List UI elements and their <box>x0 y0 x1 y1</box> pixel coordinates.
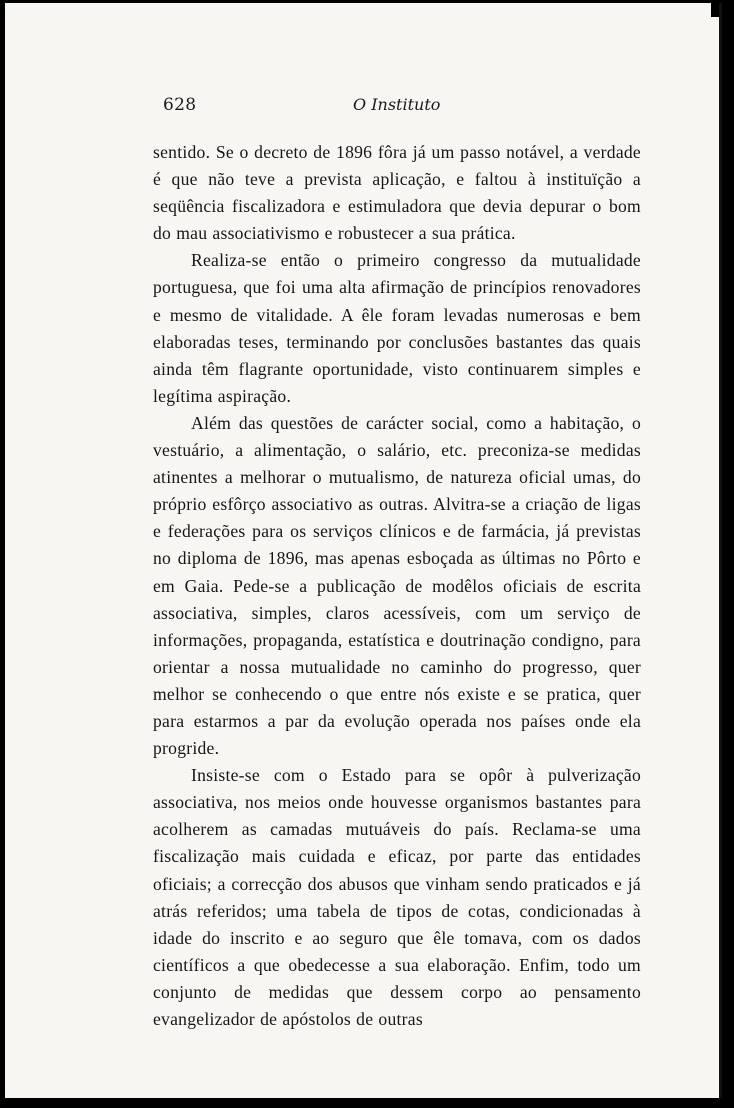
paragraph-1: sentido. Se o decreto de 1896 fôra já um passo notável, a verdade é que não teve a prevista aplicação, e faltou à instituïção a seqüência fiscalizadora e estimuladora que devia depurar o bom do mau associativismo e robustecer a sua prática. <box>153 142 641 244</box>
body-text <box>153 139 641 1033</box>
page-corner-mark <box>711 3 719 17</box>
paragraph-3: Além das questões de carácter social, como a habitação, o vestuário, a alimentação, o salário, etc. preconiza-se medidas atinentes a melhorar o mutualismo, de natureza oficial umas, do próprio esfôrço associativo as outras. Alvitra-se a criação de ligas e federações para os serviços clínicos e de farmácia, já previstas no diploma de 1896, mas apenas esboçada as últimas no Pôrto e em Gaia. Pede-se a publicação de modêlos oficiais de escrita associativa, simples, claros acessíveis, com um serviço de informações, propaganda, estatística e doutrinação condigno, para orientar a nossa mutualidade no caminho do progresso, quer melhor se conhecendo o que entre nós existe e se pratica, quer para estarmos a par da evolução operada nos países onde ela progride. <box>153 412 641 759</box>
book-page <box>5 3 722 1098</box>
paragraph-2: Realiza-se então o primeiro congresso da mutualidade portuguesa, que foi uma alta afirmação de princípios renovadores e mesmo de vitalidade. A êle foram levadas numerosas e bem elaboradas teses, terminando por conclusões bastantes das quais ainda têm flagrante oportunidade, visto continuarem simples e legítima aspiração. <box>153 250 641 406</box>
running-title: O Instituto <box>353 95 441 114</box>
page-header <box>163 95 633 121</box>
page-number: 628 <box>163 95 197 115</box>
paragraph-4: Insiste-se com o Estado para se opôr à pulverização associativa, nos meios onde houvesse organismos bastantes para acolherem as camadas mutuáveis do país. Reclama-se uma fiscalização mais cuidada e eficaz, por parte das entidades oficiais; a correcção dos abusos que vinham sendo praticados e já atrás referidos; uma tabela de tipos de cotas, condicionadas à idade do inscrito e ao seguro que êle tomava, com os dados científicos a que obedecesse a sua elaboração. Enfim, todo um conjunto de medidas que dessem corpo ao pensamento evangelizador de apóstolos de outras <box>153 765 641 1029</box>
